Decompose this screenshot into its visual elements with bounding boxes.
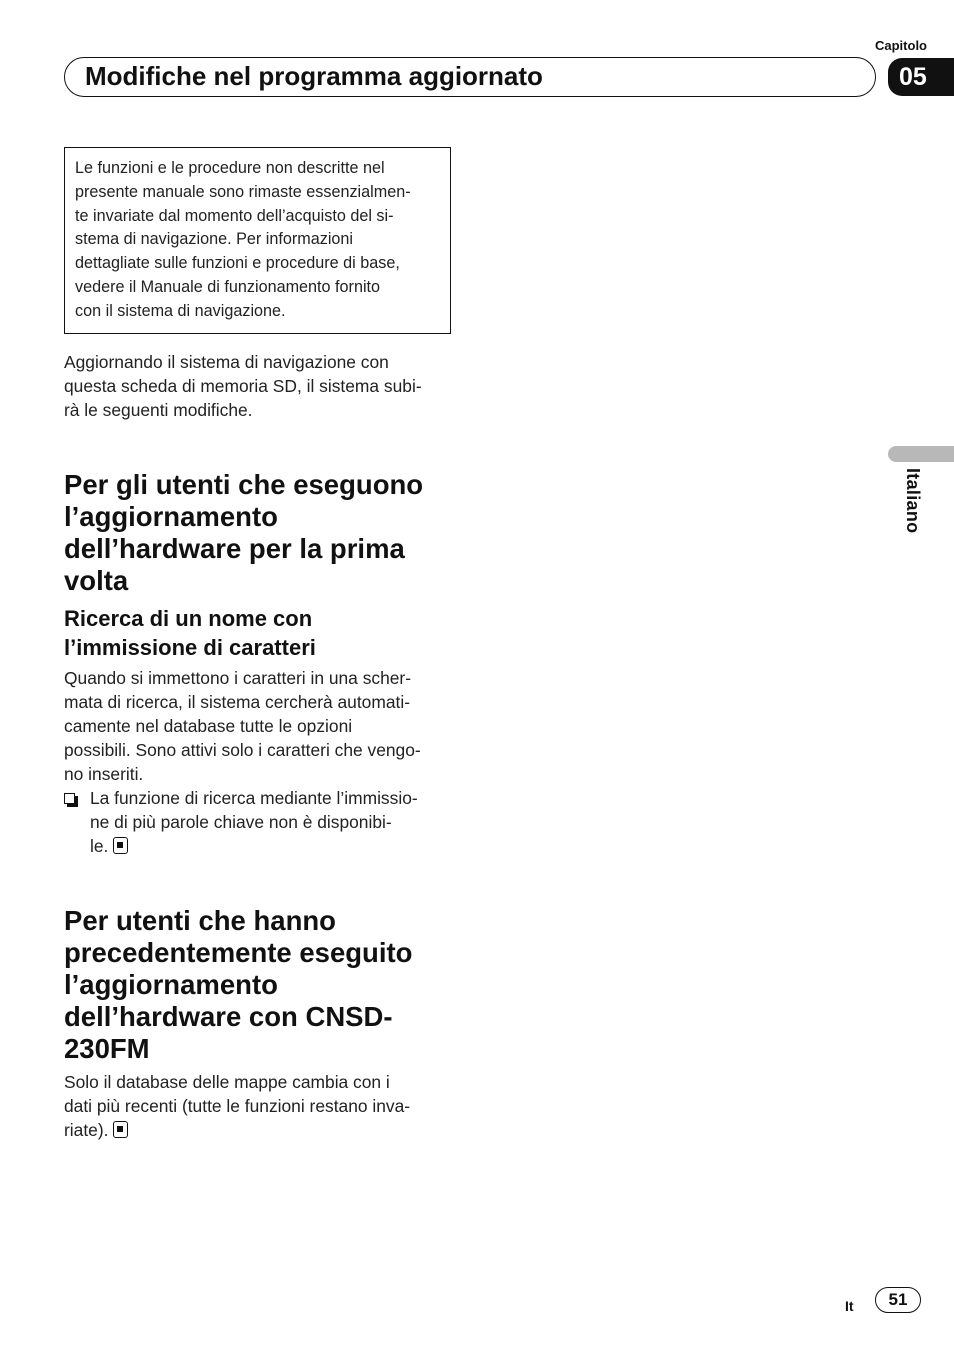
intro-paragraph bbox=[64, 350, 422, 422]
section2-heading-line: Per utenti che hanno bbox=[64, 905, 336, 936]
intro-line: rà le seguenti modifiche. bbox=[64, 400, 253, 420]
section2-heading-line: precedentemente eseguito bbox=[64, 937, 413, 968]
section2-heading-line: 230FM bbox=[64, 1033, 150, 1064]
intro-line: questa scheda di memoria SD, il sistema subi- bbox=[64, 376, 422, 396]
note-paragraph bbox=[90, 786, 418, 858]
chapter-number-badge: 05 bbox=[888, 58, 954, 96]
notice-line: Le funzioni e le procedure non descritte nel bbox=[75, 159, 385, 177]
section1-heading-line: Per gli utenti che eseguono bbox=[64, 469, 424, 500]
subsection-heading-line: l’immissione di caratteri bbox=[64, 634, 316, 660]
body-line: camente nel database tutte le opzioni bbox=[64, 716, 353, 736]
note-line-last bbox=[90, 834, 418, 858]
note-line: ne di più parole chiave non è disponibi- bbox=[90, 812, 392, 832]
subsection-heading bbox=[64, 605, 316, 662]
end-of-section-icon bbox=[113, 837, 128, 854]
notice-line: con il sistema di navigazione. bbox=[75, 301, 286, 320]
subsection-body bbox=[64, 666, 421, 786]
subsection-heading-line: Ricerca di un nome con bbox=[64, 606, 313, 631]
language-tab-label: Italiano bbox=[903, 468, 923, 534]
notice-line: vedere il Manuale di funzionamento fornito bbox=[75, 277, 381, 296]
section2-heading-line: l’aggiornamento bbox=[64, 969, 278, 1000]
intro-line: Aggiornando il sistema di navigazione con bbox=[64, 352, 389, 372]
chapter-label: Capitolo bbox=[875, 38, 927, 53]
body-line: no inseriti. bbox=[64, 764, 144, 784]
end-of-section-icon bbox=[113, 1121, 128, 1138]
notice-box bbox=[64, 147, 451, 334]
page-number: 51 bbox=[875, 1287, 921, 1313]
section-header bbox=[64, 57, 876, 97]
notice-line: te invariate dal momento dell’acquisto del si- bbox=[75, 206, 394, 225]
body-line: riate). bbox=[64, 1120, 109, 1140]
section2-body bbox=[64, 1070, 410, 1142]
notice-line: stema di navigazione. Per informazioni bbox=[75, 230, 354, 249]
section2-heading bbox=[64, 905, 412, 1065]
section1-heading-line: l’aggiornamento bbox=[64, 501, 278, 532]
section2-heading-line: dell’hardware con CNSD- bbox=[64, 1001, 393, 1032]
note-line: La funzione di ricerca mediante l’immissio- bbox=[90, 788, 418, 808]
section1-heading bbox=[64, 469, 423, 597]
section1-heading-line: volta bbox=[64, 565, 129, 596]
body-line: mata di ricerca, il sistema cercherà automati- bbox=[64, 692, 410, 712]
language-tab-marker bbox=[888, 446, 954, 462]
checkbox-icon bbox=[64, 793, 75, 804]
section1-heading-line: dell’hardware per la prima bbox=[64, 533, 405, 564]
body-line-last bbox=[64, 1118, 410, 1142]
body-line: Quando si immettono i caratteri in una scher- bbox=[64, 668, 412, 688]
page-title: Modifiche nel programma aggiornato bbox=[85, 61, 543, 91]
notice-line: dettagliate sulle funzioni e procedure di base, bbox=[75, 254, 400, 273]
body-line: possibili. Sono attivi solo i caratteri che vengo- bbox=[64, 740, 421, 760]
note-checkbox-icon-wrap bbox=[64, 790, 75, 808]
notice-line: presente manuale sono rimaste essenzialmen- bbox=[75, 182, 411, 201]
body-line: Solo il database delle mappe cambia con i bbox=[64, 1072, 390, 1092]
note-line: le. bbox=[90, 836, 109, 856]
body-line: dati più recenti (tutte le funzioni restano inva- bbox=[64, 1096, 411, 1116]
language-code: It bbox=[845, 1298, 854, 1314]
